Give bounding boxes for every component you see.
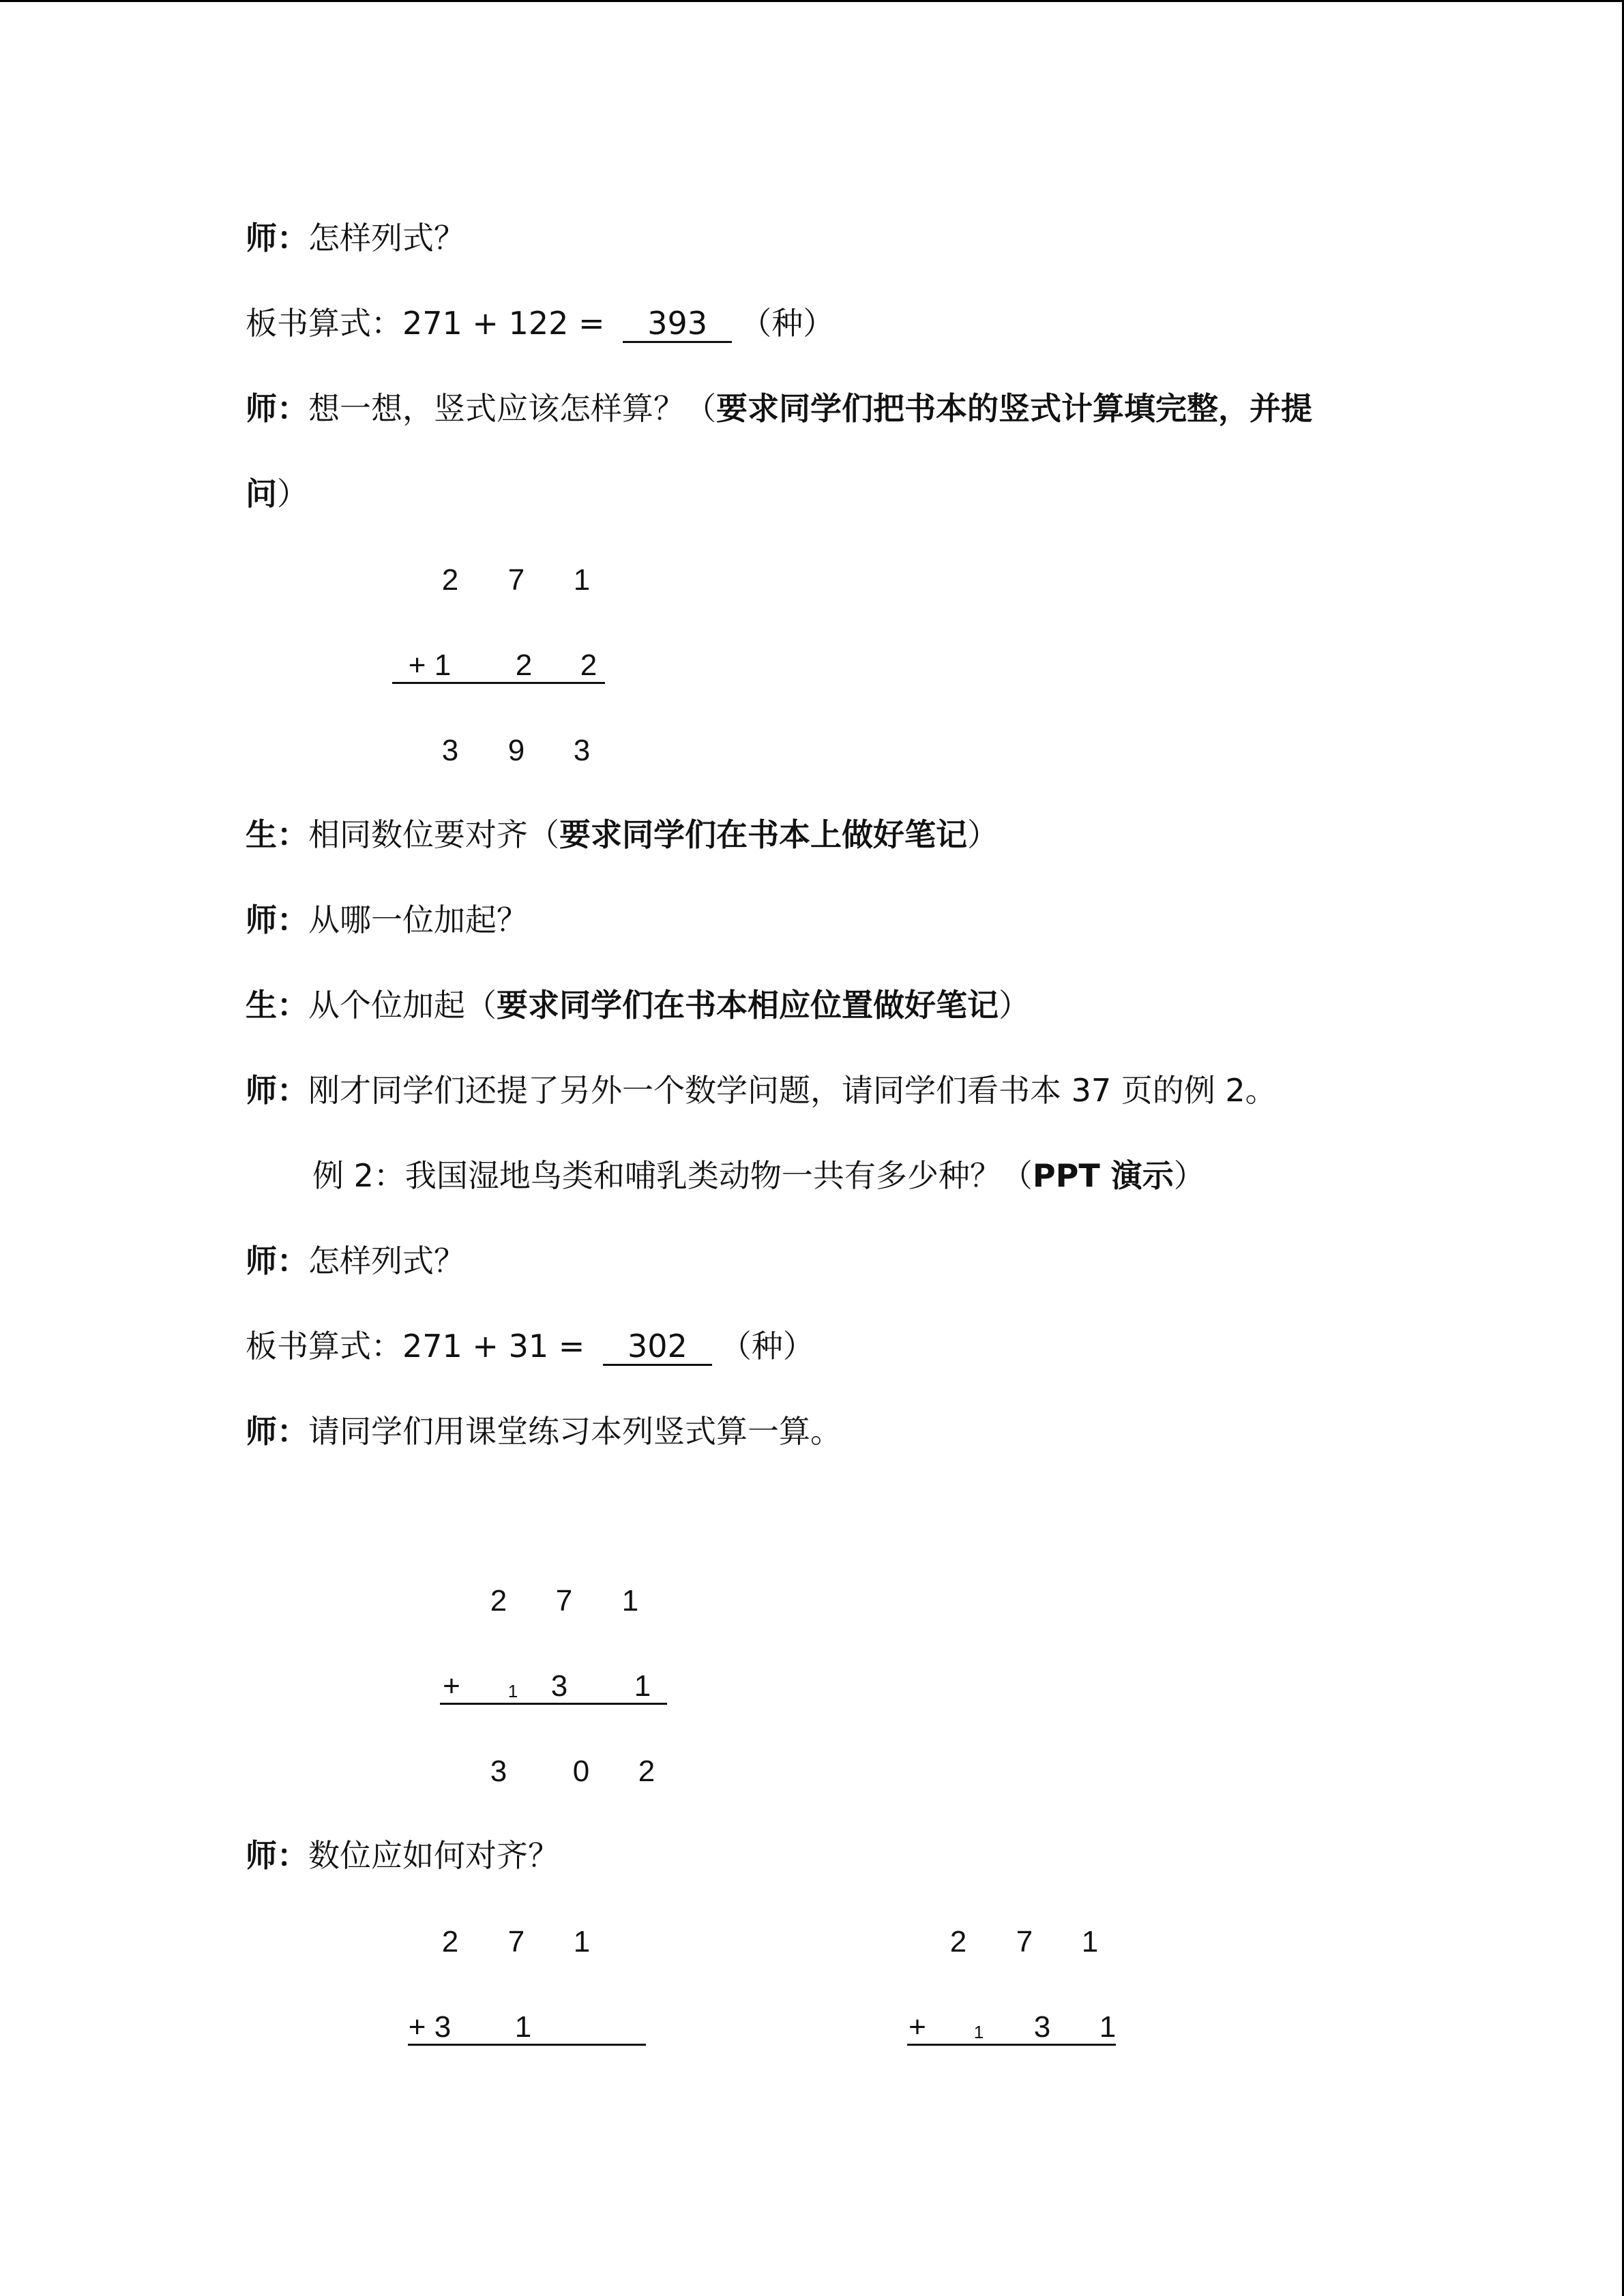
digit: 2	[949, 1925, 967, 1958]
digit: 1	[573, 563, 591, 597]
instruction-bold: 问	[246, 475, 277, 512]
speaker-label: 师：	[246, 1837, 308, 1874]
equation-text: 板书算式：271 + 122 =	[246, 305, 615, 342]
instruction-bold: 要求同学们把书本的竖式计算填完整，并提	[716, 390, 1312, 427]
instruction-bold: 要求同学们在书本相应位置做好笔记	[497, 987, 999, 1024]
digit: 3	[1033, 2010, 1051, 2044]
equation-text: 板书算式：271 + 31 =	[246, 1328, 595, 1365]
digit: 3	[490, 1755, 507, 1788]
digit: 7	[555, 1584, 573, 1617]
digit: 2	[441, 563, 459, 597]
speaker-label: 生：	[246, 987, 308, 1024]
student-answer-1	[246, 814, 999, 856]
teacher-question-5	[246, 1834, 559, 1877]
line-text: 从个位加起（	[308, 987, 497, 1024]
example-2	[312, 1154, 1205, 1197]
speaker-label: 师：	[246, 901, 308, 938]
instruction-bold: PPT 演示	[1032, 1157, 1174, 1194]
line-text: 相同数位要对齐（	[308, 816, 559, 853]
digit: 2	[638, 1755, 655, 1788]
unit-text: （种）	[720, 1328, 814, 1365]
digit: 1	[573, 1925, 591, 1958]
plus-sign: +	[443, 1669, 460, 1703]
board-equation-2	[246, 1325, 814, 1367]
digit: 3	[550, 1669, 568, 1703]
digit: 1	[1081, 1925, 1099, 1958]
line-text: ）	[1173, 1157, 1205, 1194]
line-text: 刚才同学们还提了另外一个数学问题，请同学们看书本 37 页的例 2。	[308, 1072, 1277, 1109]
carry-digit: 1	[973, 2022, 984, 2042]
digit: 1	[634, 1669, 651, 1703]
teacher-question-3	[246, 899, 528, 941]
digit: 2	[441, 1925, 459, 1958]
digit: 2	[580, 648, 597, 682]
line-text: 想一想，竖式应该怎样算？（	[308, 390, 716, 427]
line-text: ）	[967, 816, 999, 853]
teacher-question-2-cont	[246, 473, 308, 515]
teacher-statement	[246, 1069, 1277, 1112]
teacher-question-2	[246, 387, 1312, 430]
speaker-label: 师：	[246, 390, 308, 427]
line-text: 怎样列式？	[308, 220, 465, 256]
digit: 2	[490, 1584, 507, 1617]
line-text: 从哪一位加起？	[308, 901, 528, 938]
digit: 2	[515, 648, 533, 682]
sum-rule	[440, 1703, 667, 1705]
line-text: 怎样列式？	[308, 1242, 465, 1279]
student-answer-2	[246, 984, 1030, 1026]
digit: 7	[507, 563, 525, 597]
equation-answer: 302	[603, 1328, 712, 1366]
plus-sign: + 1	[408, 648, 452, 682]
plus-sign: +	[909, 2010, 926, 2044]
digit: 0	[572, 1755, 590, 1788]
teacher-question-1	[246, 217, 465, 259]
digit: 7	[1016, 1925, 1033, 1958]
digit: 1	[1099, 2010, 1117, 2044]
line-text: ）	[999, 987, 1030, 1024]
digit: 7	[507, 1925, 525, 1958]
teacher-question-4	[246, 1240, 465, 1282]
instruction-bold: 要求同学们在书本上做好笔记	[559, 816, 967, 853]
sum-rule	[408, 2044, 646, 2046]
line-text: 例 2：我国湿地鸟类和哺乳类动物一共有多少种？（	[312, 1157, 1033, 1194]
top-border	[0, 0, 1624, 2]
teacher-instruction	[246, 1410, 842, 1452]
unit-text: （种）	[740, 305, 835, 342]
digit: 9	[507, 734, 525, 767]
sum-rule	[392, 682, 605, 684]
plus-sign: + 3	[408, 2010, 452, 2044]
speaker-label: 师：	[246, 220, 308, 256]
speaker-label: 生：	[246, 816, 308, 853]
digit: 1	[514, 2010, 532, 2044]
equation-answer: 393	[623, 305, 732, 343]
digit: 3	[573, 734, 591, 767]
line-text: 数位应如何对齐？	[308, 1837, 559, 1874]
line-text: ）	[277, 475, 308, 512]
carry-digit: 1	[507, 1681, 518, 1701]
digit: 3	[441, 734, 459, 767]
line-text: 请同学们用课堂练习本列竖式算一算。	[308, 1413, 842, 1450]
speaker-label: 师：	[246, 1413, 308, 1450]
speaker-label: 师：	[246, 1072, 308, 1109]
speaker-label: 师：	[246, 1242, 308, 1279]
board-equation-1	[246, 302, 834, 344]
digit: 1	[621, 1584, 639, 1617]
sum-rule	[907, 2044, 1116, 2046]
